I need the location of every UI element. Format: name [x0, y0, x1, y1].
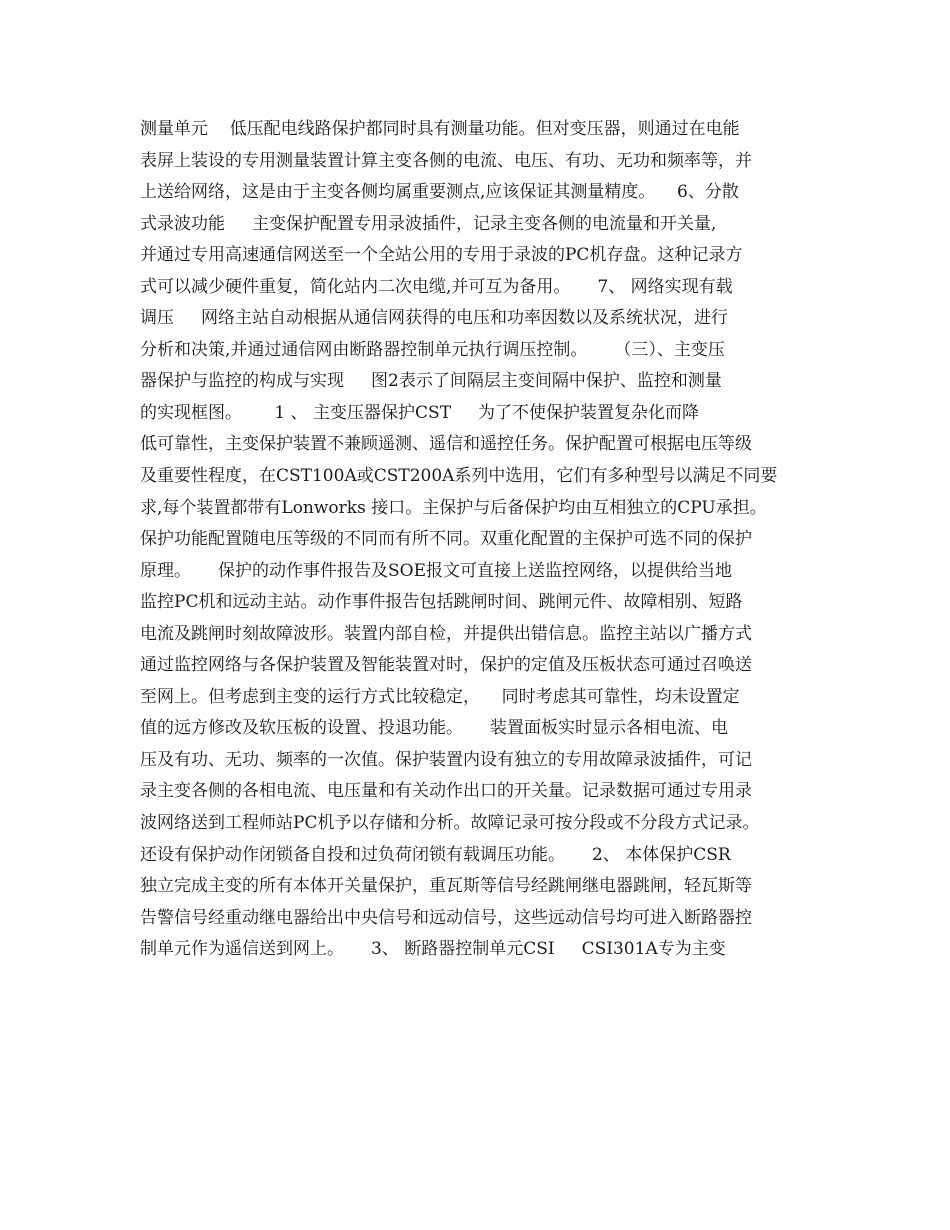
text-line: 压及有功、无功、频率的一次值。保护装置内设有独立的专用故障录波插件，可记	[140, 749, 752, 770]
text-line: 通过监控网络与各保护装置及智能装置对时，保护的定值及压板状态可通过召唤送	[140, 655, 752, 676]
text-line: 的实现框图。 1 、 主变压器保护CST 为了不使保护装置复杂化而降	[140, 402, 700, 423]
text-line: 上送给网络，这是由于主变各侧均属重要测点,应该保证其测量精度。 6、分散	[140, 182, 739, 203]
text-line: 录主变各侧的各相电流、电压量和有关动作出口的开关量。记录数据可通过专用录	[140, 781, 752, 802]
text-line: 还设有保护动作闭锁备自投和过负荷闭锁有载调压功能。 2、 本体保护CSR	[140, 844, 731, 865]
text-line: 调压 网络主站自动根据从通信网获得的电压和功率因数以及系统状况，进行	[140, 308, 729, 329]
text-line: 值的远方修改及软压板的设置、投退功能。 装置面板实时显示各相电流、电	[140, 718, 729, 739]
text-line: 求,每个装置都带有Lonworks 接口。主保护与后备保护均由互相独立的CPU承担。	[140, 497, 767, 518]
text-line: 保护功能配置随电压等级的不同而有所不同。双重化配置的主保护可选不同的保护	[140, 529, 752, 550]
text-line: 分析和决策,并通过通信网由断路器控制单元执行调压控制。 （三）、主变压	[140, 339, 725, 360]
text-line: 及重要性程度，在CST100A或CST200A系列中选用，它们有多种型号以满足不同要	[140, 466, 778, 487]
text-line: 独立完成主变的所有本体开关量保护，重瓦斯等信号经跳闸继电器跳闸，轻瓦斯等	[140, 876, 752, 897]
text-line: 至网上。但考虑到主变的运行方式比较稳定， 同时考虑其可靠性，均未设置定	[140, 686, 740, 707]
text-line: 原理。 保护的动作事件报告及SOE报文可直接上送监控网络，以提供给当地	[140, 560, 733, 581]
text-line: 低可靠性，主变保护装置不兼顾遥测、遥信和遥控任务。保护配置可根据电压等级	[140, 434, 752, 455]
text-line: 告警信号经重动继电器给出中央信号和远动信号，这些远动信号均可进入断路器控	[140, 907, 752, 928]
text-line: 式可以减少硬件重复，简化站内二次电缆,并可互为备用。 7、 网络实现有载	[140, 276, 733, 297]
text-line: 器保护与监控的构成与实现 图2表示了间隔层主变间隔中保护、监控和测量	[140, 371, 722, 392]
body-text	[140, 114, 830, 966]
text-line: 电流及跳闸时刻故障波形。装置内部自检，并提供出错信息。监控主站以广播方式	[140, 623, 752, 644]
text-line: 表屏上装设的专用测量装置计算主变各侧的电流、电压、有功、无功和频率等，并	[140, 150, 752, 171]
text-line: 制单元作为遥信送到网上。 3、 断路器控制单元CSI CSI301A专为主变	[140, 939, 726, 960]
text-line: 测量单元 低压配电线路保护都同时具有测量功能。但对变压器，则通过在电能	[140, 119, 740, 139]
text-line: 监控PC机和远动主站。动作事件报告包括跳闸时间、跳闸元件、故障相别、短路	[140, 592, 743, 613]
text-line: 波网络送到工程师站PC机予以存储和分析。故障记录可按分段或不分段方式记录。	[140, 813, 760, 834]
text-line: 式录波功能 主变保护配置专用录波插件，记录主变各侧的电流量和开关量,	[140, 213, 717, 234]
text-line: 并通过专用高速通信网送至一个全站公用的专用于录波的PC机存盘。这种记录方	[140, 245, 743, 266]
